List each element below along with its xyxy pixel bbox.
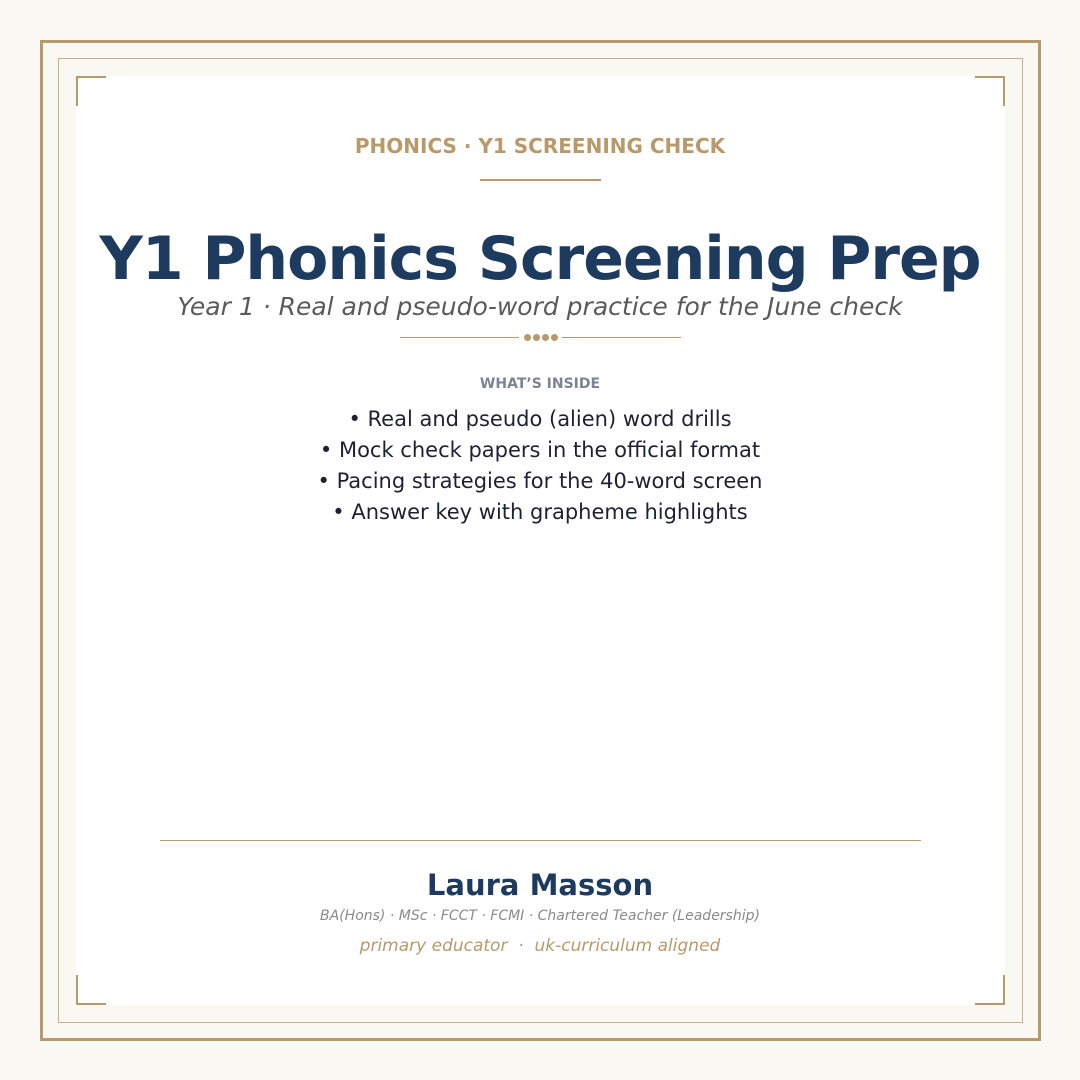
corner-ornament-top-left — [76, 76, 106, 106]
list-item: • Pacing strategies for the 40-word screen — [317, 469, 763, 493]
divider-dots — [524, 334, 558, 341]
author-tagline — [0, 933, 1080, 959]
ornamental-divider — [400, 337, 681, 340]
divider-line-left — [400, 337, 519, 338]
list-item: • Mock check papers in the official format — [319, 438, 761, 462]
list-item: • Real and pseudo (alien) word drills — [348, 407, 732, 431]
corner-ornament-bottom-right — [975, 975, 1005, 1005]
footer-divider — [160, 840, 921, 841]
author-name: Laura Masson — [426, 868, 654, 902]
contents-list — [0, 404, 1080, 528]
corner-ornament-top-right — [975, 76, 1005, 106]
page-title: Y1 Phonics Screening Prep — [99, 224, 981, 294]
divider-line-right — [562, 337, 681, 338]
list-item: • Answer key with grapheme highlights — [332, 500, 748, 524]
corner-ornament-bottom-left — [76, 975, 106, 1005]
divider-dot — [533, 334, 540, 341]
divider-dot — [551, 334, 558, 341]
eyebrow-label: PHONICS · Y1 SCREENING CHECK — [354, 134, 726, 158]
author-credentials: BA(Hons) · MSc · FCCT · FCMI · Chartered Teacher (Leadership) — [320, 908, 760, 924]
section-heading: WHAT’S INSIDE — [479, 376, 601, 392]
tagline-separator: · — [507, 936, 535, 956]
page-subtitle: Year 1 · Real and pseudo-word practice for the June check — [177, 292, 903, 321]
divider-dot — [524, 334, 531, 341]
tagline-role: primary educator — [359, 936, 508, 956]
eyebrow-divider — [480, 179, 601, 181]
tagline-focus: uk-curriculum aligned — [534, 936, 721, 956]
divider-dot — [542, 334, 549, 341]
